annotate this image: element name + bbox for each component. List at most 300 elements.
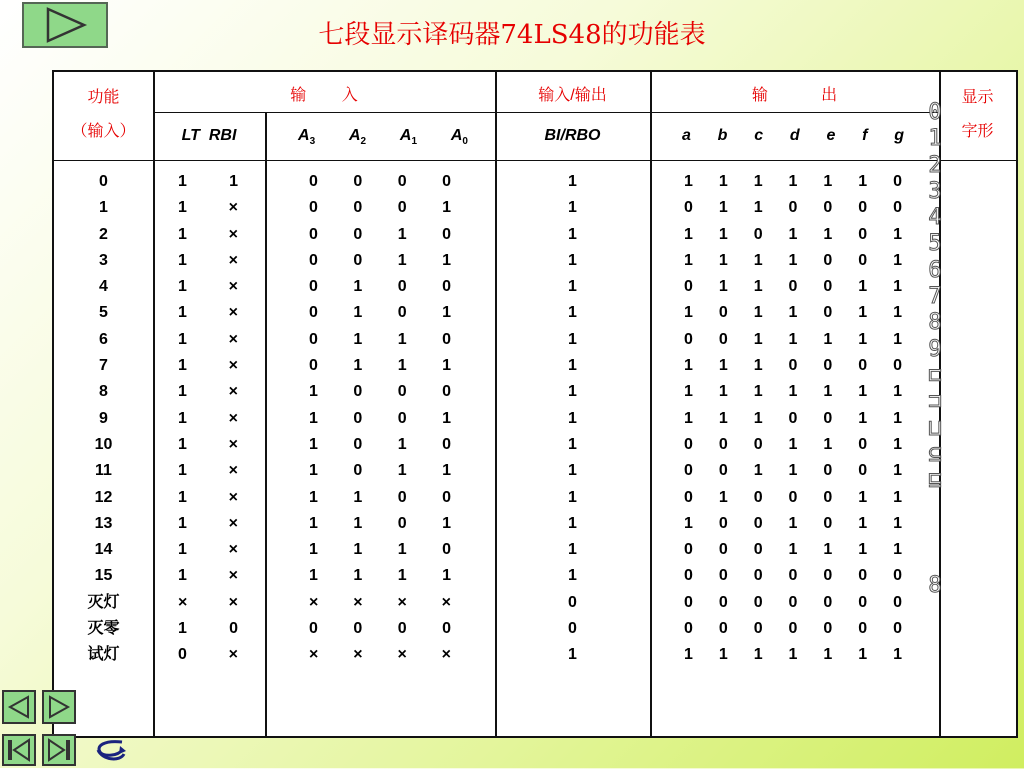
function-cell: 5 (99, 304, 108, 322)
segment-cell: 1 (823, 383, 833, 401)
segment-cell: 1 (893, 435, 902, 453)
bi-rbo-cell: 0 (568, 620, 577, 638)
address-row (309, 616, 451, 642)
segment-row (684, 616, 902, 642)
segment-cell: 0 (823, 514, 833, 532)
segment-cell: 0 (718, 567, 728, 585)
address-bit-cell: 0 (442, 278, 451, 296)
address-bit-cell: 0 (397, 514, 407, 532)
segment-cell: 0 (823, 593, 833, 611)
address-row (309, 458, 451, 484)
address-bit-cell: 0 (309, 251, 318, 269)
header-display-sub: 字形 (961, 123, 994, 140)
segment-row (684, 248, 902, 274)
address-bit-cell: 0 (353, 435, 363, 453)
header-segment-g: g (894, 127, 904, 144)
segment-row (684, 511, 902, 537)
segment-row (684, 590, 902, 616)
lt-rbi-row (178, 195, 238, 221)
bi-rbo-cell: 1 (568, 462, 577, 480)
address-row (309, 379, 451, 405)
lt-rbi-row (178, 353, 238, 379)
segment-row (684, 379, 902, 405)
display-glyph: 5 (928, 231, 942, 257)
segment-cell: 1 (893, 383, 902, 401)
address-bit-cell: 0 (309, 620, 318, 638)
header-inout: 输入/输出 (538, 87, 607, 104)
address-bit-cell: 0 (442, 435, 451, 453)
segment-cell: 1 (893, 251, 902, 269)
display-glyph: ⊑ (928, 468, 942, 494)
lt-rbi-row (178, 511, 238, 537)
address-row (309, 537, 451, 563)
display-glyph: 0 (928, 100, 942, 125)
segment-cell: 1 (684, 409, 693, 427)
address-bit-cell: 0 (442, 173, 451, 190)
lt-rbi-row (178, 169, 238, 195)
address-bit-cell: 1 (397, 435, 407, 453)
column-function (54, 169, 153, 669)
lt-cell: 1 (178, 488, 187, 506)
segment-cell: 0 (718, 541, 728, 559)
address-bit-cell: 0 (397, 383, 407, 401)
segment-cell: 0 (684, 593, 693, 611)
segment-cell: 1 (788, 173, 798, 190)
segment-cell: 0 (684, 278, 693, 296)
last-icon (46, 738, 72, 762)
segment-row (684, 327, 902, 353)
segment-cell: 1 (893, 541, 902, 559)
lt-cell: 1 (178, 620, 187, 638)
address-bit-cell: 0 (442, 541, 451, 559)
address-bit-cell: 0 (397, 199, 407, 217)
header-segment-f: f (862, 127, 868, 144)
segment-cell: 0 (718, 330, 728, 348)
address-bit-cell: 1 (309, 383, 318, 401)
address-bit-cell: 0 (309, 225, 318, 243)
segment-cell: 0 (788, 620, 798, 638)
function-cell: 10 (94, 435, 113, 453)
segment-cell: 1 (753, 304, 763, 322)
display-glyphs (920, 100, 950, 600)
address-bit-cell: 0 (309, 173, 318, 190)
display-glyph: 9 (928, 336, 942, 362)
bi-rbo-cell: 1 (568, 304, 577, 322)
segment-cell: 1 (753, 409, 763, 427)
bi-rbo-cell: 0 (568, 593, 577, 611)
segment-cell: 1 (753, 646, 763, 664)
segment-cell: 1 (893, 330, 902, 348)
address-bit-cell: 1 (397, 462, 407, 480)
header-segments (682, 127, 904, 145)
header-a3: $A_3$ (298, 127, 316, 148)
last-button[interactable] (42, 734, 76, 766)
rbi-cell: × (228, 330, 238, 348)
segment-cell: 0 (718, 514, 728, 532)
segment-cell: 1 (893, 409, 902, 427)
segment-cell: 0 (788, 593, 798, 611)
address-bit-cell: × (441, 593, 451, 611)
bi-rbo-cell: 1 (568, 567, 577, 585)
segment-row (684, 485, 902, 511)
address-bit-cell: 1 (442, 357, 451, 375)
segment-cell: 1 (788, 330, 798, 348)
header-a2: $A_2$ (348, 127, 367, 148)
segment-cell: 1 (718, 409, 728, 427)
address-bit-cell: 1 (397, 567, 407, 585)
segment-cell: 1 (684, 383, 693, 401)
lt-cell: 1 (178, 251, 187, 269)
segment-cell: 0 (823, 567, 833, 585)
segment-row (684, 458, 902, 484)
address-bit-cell: 0 (309, 330, 318, 348)
address-bit-cell: 1 (309, 567, 318, 585)
segment-cell: 0 (788, 199, 798, 217)
address-bit-cell: 0 (397, 620, 407, 638)
segment-cell: 0 (858, 567, 868, 585)
segment-cell: 1 (718, 488, 728, 506)
segment-cell: 1 (788, 646, 798, 664)
lt-rbi-row (178, 274, 238, 300)
page-title: 七段显示译码器74LS48的功能表 (318, 20, 706, 50)
rbi-cell: × (228, 251, 238, 269)
address-row (309, 327, 451, 353)
lt-rbi-row (178, 432, 238, 458)
segment-cell: 1 (753, 173, 763, 190)
address-bit-cell: 1 (442, 514, 451, 532)
segment-cell: 1 (858, 409, 868, 427)
segment-cell: 0 (823, 304, 833, 322)
display-glyph: ⊔ (928, 415, 942, 441)
address-bit-cell: 1 (442, 462, 451, 480)
segment-cell: 1 (893, 304, 902, 322)
display-glyph (920, 521, 950, 547)
display-glyph (920, 494, 950, 520)
address-bit-cell: 1 (397, 541, 407, 559)
address-row (309, 222, 451, 248)
segment-row (684, 642, 902, 668)
header-display: 显示 (961, 89, 994, 106)
segment-cell: 1 (823, 541, 833, 559)
header-segment-c: c (754, 127, 764, 144)
rbi-cell: × (228, 646, 238, 664)
rbi-cell: × (228, 225, 238, 243)
lt-cell: 1 (178, 357, 187, 375)
header-lt-rbi: LT RBI (181, 127, 237, 144)
lt-rbi-row (178, 248, 238, 274)
address-bit-cell: 1 (353, 541, 363, 559)
segment-cell: 0 (684, 620, 693, 638)
segment-cell: 1 (893, 488, 902, 506)
segment-cell: 1 (858, 383, 868, 401)
lt-cell: 1 (178, 567, 187, 585)
segment-cell: 1 (718, 357, 728, 375)
segment-cell: 0 (788, 409, 798, 427)
function-cell: 6 (99, 330, 108, 348)
address-bit-cell: × (397, 593, 407, 611)
lt-rbi-row (178, 485, 238, 511)
segment-cell: 0 (823, 251, 833, 269)
address-bit-cell: 1 (397, 251, 407, 269)
rbi-cell: × (228, 435, 238, 453)
segment-cell: 0 (684, 199, 693, 217)
segment-cell: 1 (858, 304, 868, 322)
lt-cell: 1 (178, 435, 187, 453)
address-row (309, 590, 451, 616)
segment-cell: 1 (718, 278, 728, 296)
header-segment-a: a (682, 127, 691, 144)
segment-cell: 0 (823, 409, 833, 427)
address-bit-cell: 0 (353, 620, 363, 638)
address-bit-cell: 1 (353, 514, 363, 532)
function-cell: 13 (94, 514, 113, 532)
address-bit-cell: 1 (353, 567, 363, 585)
header-a0: $A_0$ (450, 127, 468, 148)
bi-rbo-cell: 1 (568, 383, 577, 401)
address-bit-cell: 0 (442, 620, 451, 638)
segment-cell: 0 (893, 173, 902, 190)
bi-rbo-cell: 1 (568, 225, 577, 243)
segment-row (684, 274, 902, 300)
function-cell: 7 (99, 357, 108, 375)
address-bit-cell: 1 (397, 330, 407, 348)
function-cell: 灭零 (87, 620, 120, 638)
address-bit-cell: × (309, 646, 319, 664)
segment-cell: 0 (858, 199, 868, 217)
rbi-cell: × (228, 199, 238, 217)
display-glyph: ⊏ (928, 362, 942, 388)
segment-cell: 0 (858, 593, 868, 611)
segment-cell: 1 (788, 462, 798, 480)
display-glyph: 4 (928, 205, 942, 231)
address-bit-cell: 0 (397, 173, 407, 190)
rbi-cell: × (228, 514, 238, 532)
segment-cell: 1 (684, 225, 693, 243)
display-glyph (920, 547, 950, 573)
display-glyph: 1 (928, 126, 942, 152)
lt-cell: 1 (178, 199, 187, 217)
segment-row (684, 563, 902, 589)
segment-cell: 0 (788, 278, 798, 296)
header-bi-rbo: BI/RBO (544, 127, 601, 144)
display-glyph: 7 (928, 284, 942, 310)
address-bit-cell: 0 (353, 225, 363, 243)
lt-rbi-row (178, 222, 238, 248)
function-cell: 试灯 (87, 646, 120, 664)
rbi-cell: × (228, 462, 238, 480)
column-lt-rbi (178, 169, 238, 669)
rbi-cell: × (228, 593, 238, 611)
display-glyph: ⊆ (928, 441, 942, 467)
segment-cell: 0 (893, 199, 902, 217)
address-bit-cell: 1 (309, 488, 318, 506)
segment-cell: 0 (684, 567, 693, 585)
return-button[interactable] (92, 738, 128, 764)
segment-cell: 1 (753, 251, 763, 269)
address-bit-cell: × (397, 646, 407, 664)
lt-rbi-row (178, 406, 238, 432)
lt-rbi-row (178, 327, 238, 353)
segment-cell: 1 (788, 225, 798, 243)
segment-cell: 1 (858, 514, 868, 532)
bi-rbo-cell: 1 (568, 409, 577, 427)
lt-cell: 0 (178, 646, 187, 664)
lt-cell: × (178, 593, 188, 611)
bi-rbo-cell: 1 (568, 435, 577, 453)
address-bit-cell: 0 (397, 488, 407, 506)
segment-cell: 0 (788, 357, 798, 375)
bi-rbo-cell: 1 (568, 646, 577, 664)
address-bit-cell: 1 (309, 514, 318, 532)
rbi-cell: × (228, 541, 238, 559)
next-icon (47, 695, 71, 719)
display-glyph: 6 (928, 257, 942, 283)
segment-cell: 0 (858, 225, 868, 243)
address-bit-cell: 0 (309, 278, 318, 296)
address-row (309, 563, 451, 589)
address-row (309, 274, 451, 300)
lt-cell: 1 (178, 383, 187, 401)
segment-cell: 1 (753, 383, 763, 401)
address-bit-cell: × (441, 646, 451, 664)
lt-cell: 1 (178, 462, 187, 480)
segment-cell: 1 (753, 199, 763, 217)
address-bit-cell: 1 (353, 357, 363, 375)
address-bit-cell: 0 (442, 383, 451, 401)
address-bit-cell: 0 (442, 488, 451, 506)
lt-cell: 1 (178, 225, 187, 243)
lt-cell: 1 (178, 330, 187, 348)
next-button[interactable] (42, 690, 76, 724)
bi-rbo-cell: 1 (568, 173, 577, 190)
segment-cell: 1 (718, 251, 728, 269)
bi-rbo-cell: 1 (568, 488, 577, 506)
segment-cell: 1 (858, 646, 868, 664)
segment-cell: 0 (788, 488, 798, 506)
segment-cell: 0 (753, 435, 763, 453)
header-segment-b: b (717, 127, 728, 144)
segment-cell: 1 (684, 173, 693, 190)
function-cell: 3 (99, 251, 108, 269)
address-bit-cell: 0 (353, 251, 363, 269)
function-cell: 0 (99, 173, 108, 190)
display-glyph: 3 (928, 178, 942, 204)
segment-row (684, 169, 902, 195)
segment-cell: 1 (753, 278, 763, 296)
segment-row (684, 537, 902, 563)
segment-cell: 0 (823, 462, 833, 480)
address-bit-cell: 0 (353, 409, 363, 427)
segment-cell: 0 (823, 278, 833, 296)
address-row (309, 511, 451, 537)
segment-cell: 1 (788, 435, 798, 453)
segment-cell: 1 (718, 646, 728, 664)
segment-cell: 1 (823, 330, 833, 348)
segment-cell: 0 (823, 199, 833, 217)
rbi-cell: × (228, 278, 238, 296)
segment-cell: 1 (823, 173, 833, 190)
function-cell: 11 (95, 462, 112, 480)
rbi-cell: × (228, 488, 238, 506)
lt-rbi-row (178, 590, 238, 616)
segment-cell: 1 (718, 225, 728, 243)
bi-rbo-cell: 1 (568, 251, 577, 269)
bi-rbo-cell: 1 (568, 199, 577, 217)
address-bit-cell: 1 (309, 541, 318, 559)
segment-row (684, 300, 902, 326)
prev-icon (7, 695, 31, 719)
address-bit-cell: 1 (353, 330, 363, 348)
segment-cell: 1 (684, 646, 693, 664)
address-row (309, 300, 451, 326)
rbi-cell: × (228, 357, 238, 375)
segment-cell: 1 (823, 225, 833, 243)
bi-rbo-cell: 1 (568, 357, 577, 375)
segment-cell: 0 (858, 620, 868, 638)
return-icon (92, 738, 128, 764)
address-bit-cell: 1 (442, 251, 451, 269)
address-bit-cell: 0 (353, 383, 363, 401)
header-input: 输 入 (290, 87, 358, 104)
function-table (52, 70, 1018, 738)
segment-cell: 0 (858, 357, 868, 375)
prev-button[interactable] (2, 690, 36, 724)
segment-cell: 0 (718, 435, 728, 453)
segment-cell: 1 (858, 278, 868, 296)
address-bit-cell: 1 (353, 304, 363, 322)
address-bit-cell: 0 (397, 409, 407, 427)
address-row (309, 406, 451, 432)
address-bit-cell: 1 (309, 462, 318, 480)
segment-cell: 1 (788, 514, 798, 532)
segment-cell: 0 (718, 462, 728, 480)
segment-cell: 0 (788, 567, 798, 585)
address-row (309, 169, 451, 195)
header-a1: $A_1$ (399, 127, 418, 148)
header-function: 功能 (87, 89, 120, 106)
segment-cell: 0 (753, 514, 763, 532)
segment-cell: 1 (718, 199, 728, 217)
segment-cell: 1 (684, 357, 693, 375)
segment-cell: 1 (788, 383, 798, 401)
segment-cell: 0 (684, 435, 693, 453)
segment-cell: 0 (893, 620, 902, 638)
header-address (298, 127, 468, 147)
segment-cell: 0 (858, 251, 868, 269)
segment-cell: 1 (893, 514, 902, 532)
rbi-cell: × (228, 383, 238, 401)
segment-cell: 0 (753, 620, 763, 638)
first-button[interactable] (2, 734, 36, 766)
bi-rbo-cell: 1 (568, 541, 577, 559)
segment-cell: 0 (823, 357, 833, 375)
segment-cell: 1 (893, 646, 902, 664)
segment-cell: 0 (753, 541, 763, 559)
segment-cell: 0 (684, 462, 693, 480)
segment-cell: 1 (753, 462, 763, 480)
lt-rbi-row (178, 563, 238, 589)
address-bit-cell: 1 (442, 567, 451, 585)
segment-row (684, 353, 902, 379)
display-glyph: ⊐ (928, 389, 942, 415)
address-bit-cell: 1 (397, 225, 407, 243)
address-row (309, 485, 451, 511)
segment-cell: 0 (893, 593, 902, 611)
address-row (309, 248, 451, 274)
address-bit-cell: 0 (442, 225, 451, 243)
bi-rbo-cell: 1 (568, 330, 577, 348)
function-cell: 1 (99, 199, 108, 217)
